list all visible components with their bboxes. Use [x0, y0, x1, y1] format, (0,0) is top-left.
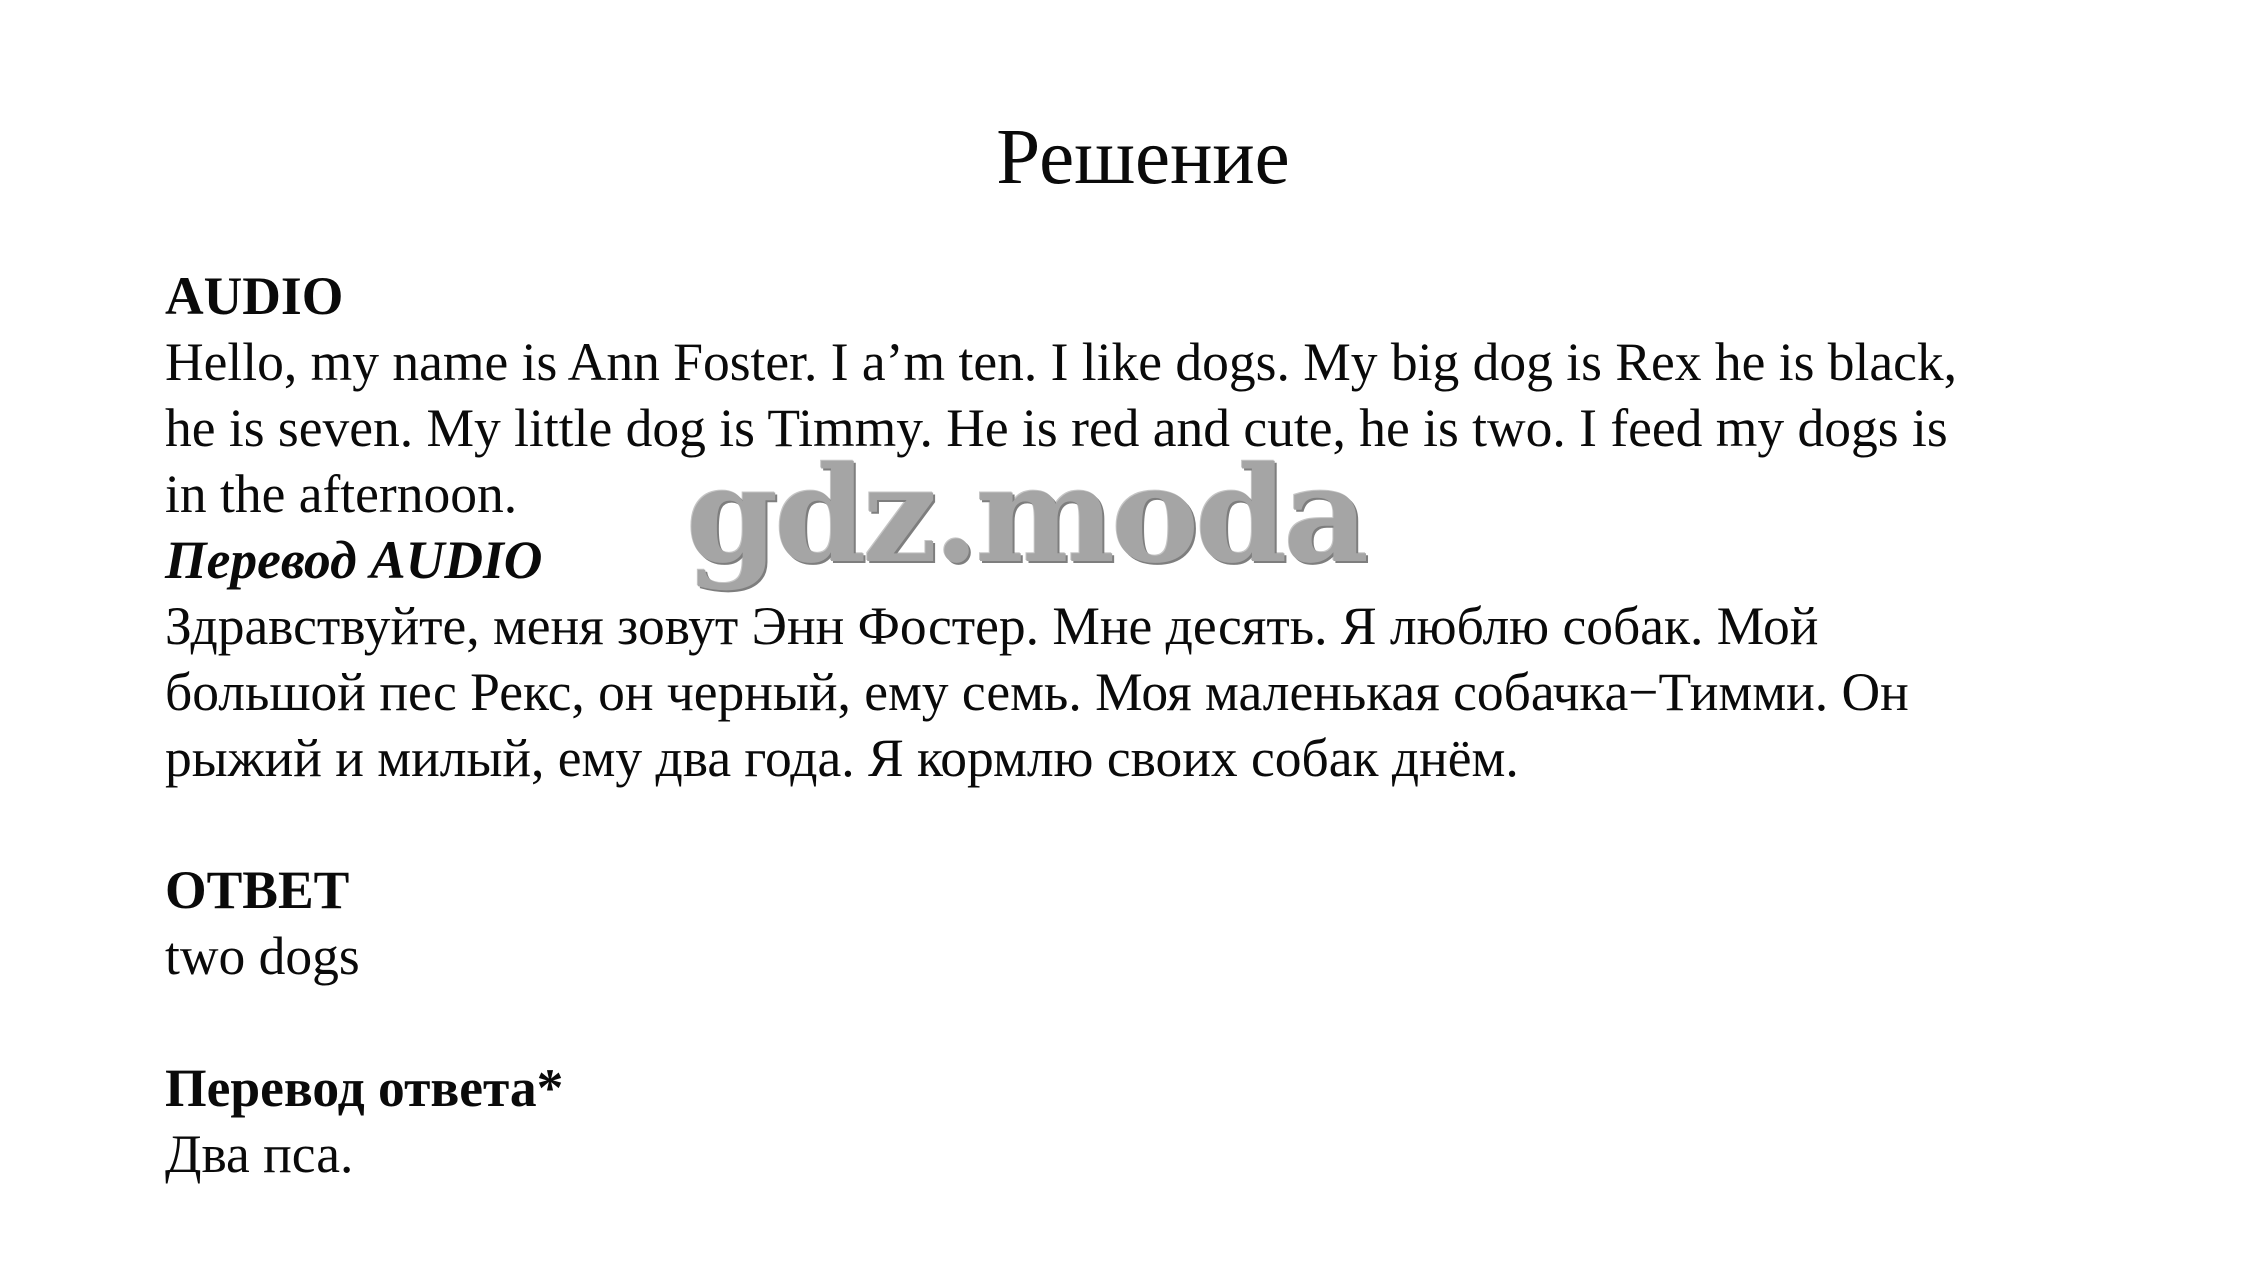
audio-text-line: he is seven. My little dog is Timmy. He is red and cute, he is two. I feed my dogs is [165, 398, 1948, 458]
watermark-logo: gdz.moda [686, 438, 1366, 593]
audio-heading: AUDIO [165, 266, 344, 326]
audio-text-line: in the afternoon. [165, 464, 518, 524]
audio-translation-line: большой пес Рекс, он черный, ему семь. Моя маленькая собачка−Тимми. Он [165, 662, 1909, 722]
audio-text-line: Hello, my name is Ann Foster. I a’m ten. I like dogs. My big dog is Rex he is black, [165, 332, 1958, 392]
answer-translation-text: Два пса. [165, 1124, 354, 1184]
answer-heading: ОТВЕТ [165, 860, 350, 920]
audio-translation-heading: Перевод AUDIO [165, 530, 543, 590]
audio-translation-line: Здравствуйте, меня зовут Энн Фостер. Мне десять. Я люблю собак. Мой [165, 596, 1819, 656]
page-title: Решение [996, 114, 1290, 201]
spacer [165, 989, 2125, 1055]
audio-translation-line: рыжий и милый, ему два года. Я кормлю своих собак днём. [165, 728, 1519, 788]
solution-content [165, 263, 2125, 1187]
answer-text: two dogs [165, 926, 360, 986]
answer-translation-heading: Перевод ответа* [165, 1058, 564, 1118]
spacer [165, 791, 2125, 857]
